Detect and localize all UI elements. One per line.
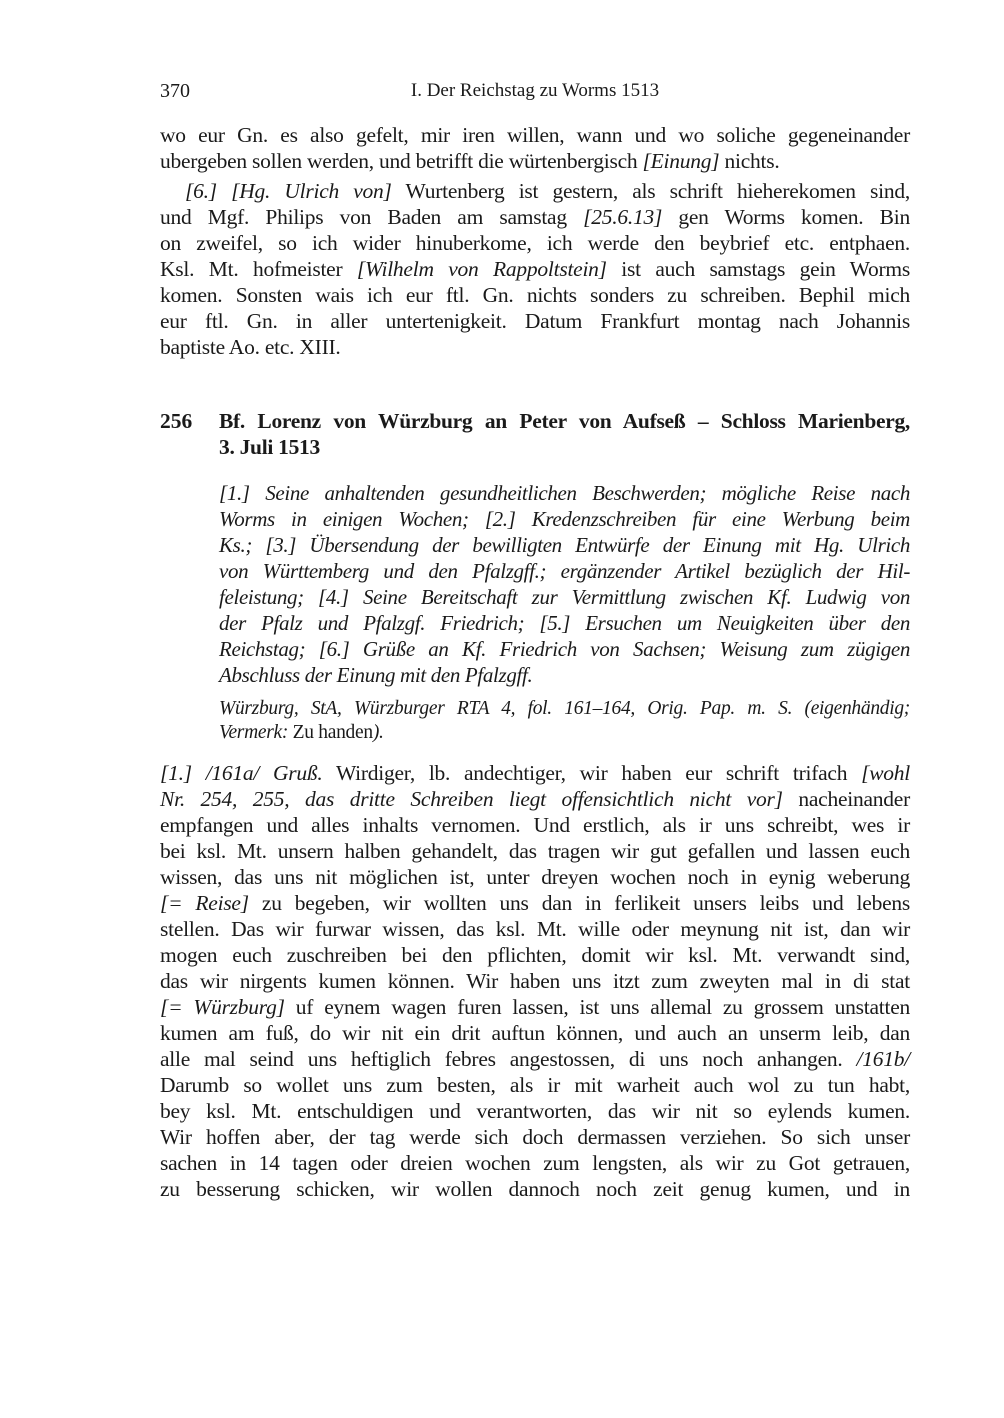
source-text: kumen am fuß, do wir nit ein drit auftun können, und auch an unserm leib, dan: [160, 1021, 910, 1045]
body-line: [160, 760, 910, 786]
body-line: [160, 994, 910, 1020]
text-line: [160, 282, 910, 308]
text-line: [160, 256, 910, 282]
body-line: [160, 1072, 910, 1098]
source-text: gen Worms komen. Bin: [662, 205, 910, 229]
source-text: bei ksl. Mt. unsern halben gehandelt, das tragen wir gut gefallen und lassen euch: [160, 839, 910, 863]
editorial-note: [= Würzburg]: [160, 995, 285, 1019]
body-line: [160, 916, 910, 942]
regest-line: [1.] Seine anhaltenden gesundheitlichen Beschwerden; mögliche Reise nach: [219, 481, 910, 505]
body-line: [160, 1020, 910, 1046]
source-text: empfangen und alles inhalts vernomen. Und erstlich, als ir uns schreibt, wes ir: [160, 813, 910, 837]
editorial-note: [Wilhelm von Rappoltstein]: [356, 257, 607, 281]
regest-line: Reichstag; [6.] Grüße an Kf. Friedrich von Sachsen; Weisung zum zügigen: [219, 637, 910, 661]
source-text: Ksl. Mt. hofmeister: [160, 257, 357, 281]
body-line: [160, 1124, 910, 1150]
regest-line: Ks.; [3.] Übersendung der bewilligten Entwürfe der Einung mit Hg. Ulrich: [219, 533, 910, 557]
source-text: stellen. Das wir furwar wissen, das ksl. Mt. wille oder meynung nit ist, dan wir: [160, 917, 910, 941]
running-header: [160, 80, 910, 106]
source-text: Wurtenberg ist gestern, als schrift hieherekomen sind,: [391, 179, 911, 203]
source-text: nacheinander: [782, 787, 910, 811]
editorial-note: [25.6.13]: [583, 205, 663, 229]
source-text: ist auch samstags gein Worms: [606, 257, 911, 281]
document-date: 3. Juli 1513: [219, 435, 320, 459]
source-text: nichts.: [719, 149, 780, 173]
editorial-note: [1.] /161a/ Gruß.: [160, 761, 323, 785]
body-line: [160, 864, 910, 890]
editorial-note: Nr. 254, 255, das dritte Schreiben liegt offensichtlich nicht vor]: [160, 787, 783, 811]
body-line: [160, 890, 910, 916]
text-line: [185, 178, 910, 204]
source-text: komen. Sonsten wais ich eur ftl. Gn. nichts sonders zu schreiben. Bephil mich: [160, 283, 910, 307]
source-note-cont: [219, 720, 910, 746]
regest-line: Abschluss der Einung mit den Pfalzgff.: [219, 663, 533, 687]
source-text: wissen, das uns nit möglichen ist, unter dreyen wochen noch in eynig weberung: [160, 865, 910, 889]
source-text: mogen euch zuschreiben bei den pflichten, domit wir ksl. Mt. verwandt sind,: [160, 943, 910, 967]
body-line: [160, 968, 910, 994]
source-text: Wirdiger, lb. andechtiger, wir haben eur schrift trifach: [322, 761, 862, 785]
source-text: Darumb so wollet uns zum besten, als ir mit warheit auch wol zu tun habt,: [160, 1073, 910, 1097]
body-line: [160, 1098, 910, 1124]
body-line: [160, 786, 910, 812]
source-text: baptiste Ao. etc. XIII.: [160, 335, 341, 359]
source-note: Würzburg, StA, Würzburger RTA 4, fol. 161–164, Orig. Pap. m. S. (eigenhändig;: [219, 698, 910, 719]
editorial-note: /161b/: [856, 1047, 910, 1071]
source-endorsement: Zu handen: [288, 722, 373, 743]
editorial-note: [wohl: [861, 761, 911, 785]
source-text: alle mal seind uns heftiglich febres angestossen, di uns noch anhangen.: [160, 1047, 857, 1071]
text-line: [160, 148, 910, 174]
document-title: Bf. Lorenz von Würzburg an Peter von Aufseß – Schloss Marienberg,: [219, 409, 910, 433]
source-text: und Mgf. Philips von Baden am samstag: [160, 205, 584, 229]
source-text: zu besserung schicken, wir wollen dannoch noch zeit genug kumen, und in: [160, 1177, 910, 1201]
regest-line: der Pfalz und Pfalzgf. Friedrich; [5.] Ersuchen um Neuigkeiten über den: [219, 611, 910, 635]
body-line: [160, 1150, 910, 1176]
page-number: 370: [160, 80, 190, 102]
source-text: uf eynem wagen furen lassen, ist uns allemal zu grossem unstatten: [284, 995, 910, 1019]
source-text: das wir nirgents kumen können. Wir haben uns itzt zum zweyten mal in di stat: [160, 969, 910, 993]
source-label: Vermerk:: [219, 722, 289, 743]
source-text: on zweifel, so ich wider hinuberkome, ich werde den beybrief etc. entphaen.: [160, 231, 910, 255]
running-title: I. Der Reichstag zu Worms 1513: [410, 80, 660, 101]
body-line: [160, 1046, 910, 1072]
text-line: [160, 122, 910, 148]
source-close: ).: [372, 722, 384, 743]
text-line: [160, 334, 910, 360]
body-line: [160, 838, 910, 864]
source-text: Wir hoffen aber, der tag werde sich doch dermassen verziehen. So sich unser: [160, 1125, 910, 1149]
source-text: bey ksl. Mt. entschuldigen und verantworten, das wir nit so eylends kumen.: [160, 1099, 910, 1123]
source-text: sachen in 14 tagen oder dreien wochen zum lengsten, als wir zu Got getrauen,: [160, 1151, 910, 1175]
source-text: ubergeben sollen werden, und betrifft die würtenbergisch: [160, 149, 643, 173]
text-line: [160, 308, 910, 334]
editorial-note: [6.] [Hg. Ulrich von]: [185, 179, 392, 203]
source-text: wo eur Gn. es also gefelt, mir iren willen, wann und wo soliche gegeneinander: [160, 123, 910, 147]
editorial-note: [= Reise]: [160, 891, 249, 915]
source-text: zu begeben, wir wollten uns dan in ferlikeit unsers leibs und lebens: [248, 891, 910, 915]
body-line: [160, 812, 910, 838]
regest-line: von Württemberg und den Pfalzgff.; ergänzender Artikel bezüglich der Hil-: [219, 559, 910, 583]
editorial-note: [Einung]: [642, 149, 720, 173]
text-line: [160, 204, 910, 230]
regest-line: feleistung; [4.] Seine Bereitschaft zur Vermittlung zwischen Kf. Ludwig von: [219, 585, 910, 609]
body-line: [160, 942, 910, 968]
source-text: eur ftl. Gn. in aller untertenigkeit. Datum Frankfurt montag nach Johannis: [160, 309, 910, 333]
regest-line: Worms in einigen Wochen; [2.] Kredenzschreiben für eine Werbung beim: [219, 507, 910, 531]
text-line: [160, 230, 910, 256]
document-number: 256: [160, 409, 193, 433]
body-line: [160, 1176, 910, 1202]
